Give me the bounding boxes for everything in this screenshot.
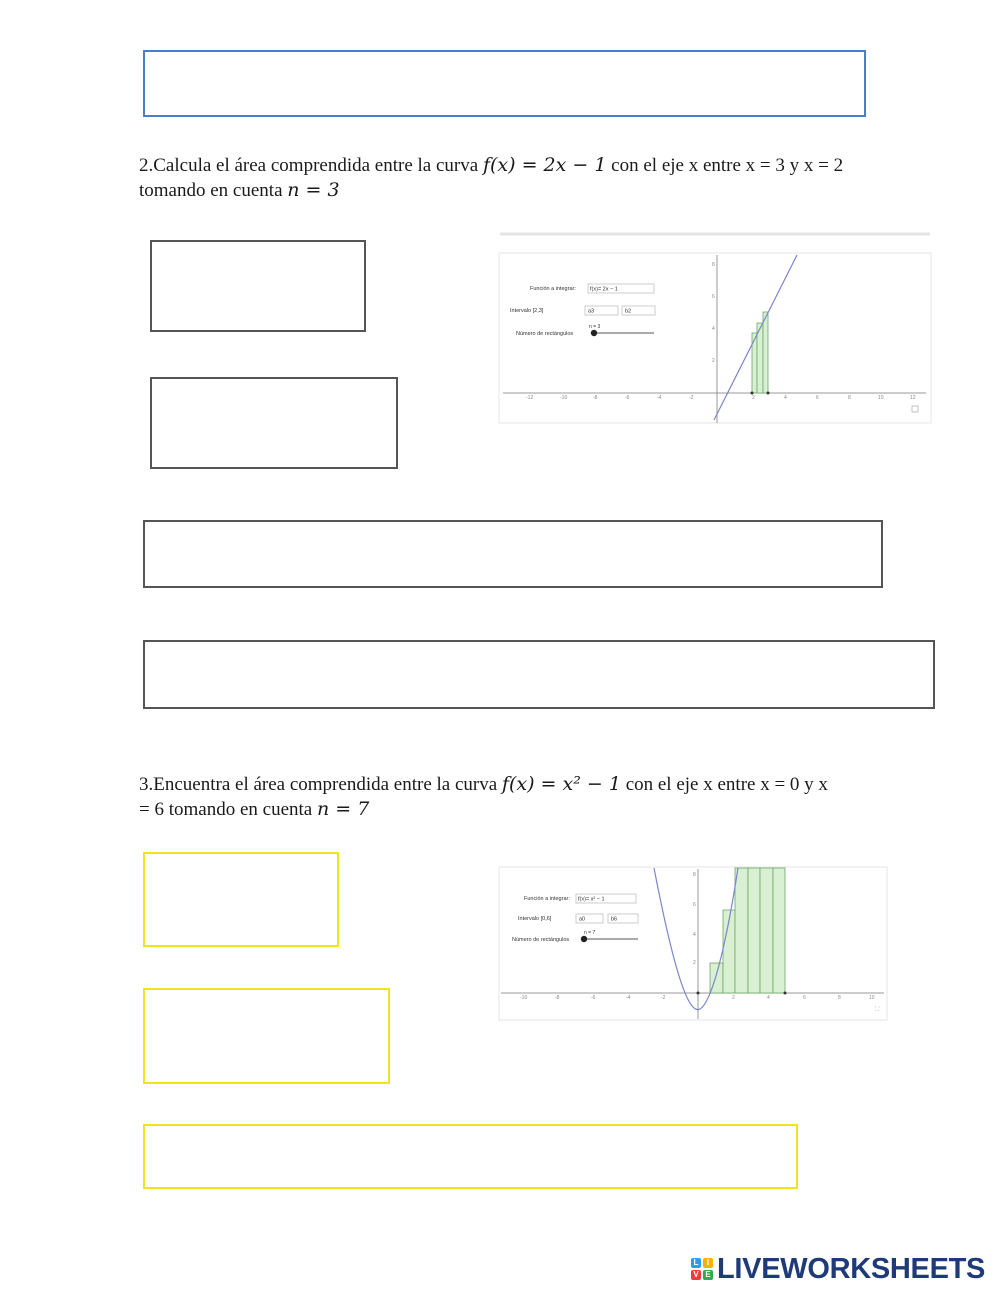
answer-box-top[interactable] [143, 50, 866, 117]
svg-text:-4: -4 [626, 995, 631, 1001]
geogebra-graph-q3 [498, 866, 888, 1021]
answer-box-q3-2[interactable] [143, 988, 390, 1084]
question-3-formula: f(x) = x² − 1 [501, 773, 621, 795]
svg-text:4: 4 [767, 995, 770, 1001]
svg-text:2: 2 [712, 358, 715, 364]
answer-box-q2-2[interactable] [150, 377, 398, 469]
svg-text:b2: b2 [625, 308, 632, 315]
svg-text:8: 8 [848, 395, 851, 401]
liveworksheets-logo [690, 1253, 985, 1285]
func-label: Función a integrar: [524, 896, 570, 902]
svg-text:12: 12 [910, 395, 916, 401]
question-2-line-1: 2.Calcula el área comprendida entre la curva f(x) = 2x − 1 con el eje x entre x = 3 y x = 2 [139, 154, 844, 176]
n-slider-handle[interactable] [591, 330, 597, 336]
interval-label: Intervalo [2,3] [510, 308, 544, 314]
riemann-rect [735, 868, 748, 993]
svg-text:-10: -10 [520, 995, 528, 1001]
answer-box-q2-4[interactable] [143, 640, 935, 709]
svg-text:f(x)= 2x − 1: f(x)= 2x − 1 [590, 286, 618, 293]
riemann-rect [763, 312, 768, 393]
svg-text:8: 8 [712, 262, 715, 268]
svg-text:2: 2 [732, 995, 735, 1001]
svg-text:-6: -6 [591, 995, 596, 1001]
answer-box-q2-1[interactable] [150, 240, 366, 332]
question-3-line-1: 3.Encuentra el área comprendida entre la curva f(x) = x² − 1 con el eje x entre x = 0 y x [139, 773, 828, 795]
n-label: n = 7 [584, 930, 596, 936]
svg-text:-2: -2 [689, 395, 694, 401]
svg-text:8: 8 [838, 995, 841, 1001]
svg-text:4: 4 [784, 395, 787, 401]
svg-text:-4: -4 [657, 395, 662, 401]
svg-text:a0: a0 [579, 916, 586, 923]
riemann-rect [748, 868, 760, 993]
svg-text:-6: -6 [625, 395, 630, 401]
svg-text:b6: b6 [611, 916, 618, 923]
rect-label: Número de rectángulos [512, 937, 570, 943]
n-label: n = 3 [589, 324, 601, 330]
answer-box-q3-1[interactable] [143, 852, 339, 947]
svg-text:4: 4 [693, 932, 696, 938]
question-3-n: n = 7 [316, 798, 370, 820]
svg-text:6: 6 [803, 995, 806, 1001]
svg-text:8: 8 [693, 872, 696, 878]
svg-text:a3: a3 [588, 308, 595, 315]
logo-text: LIVEWORKSHEETS [717, 1253, 986, 1285]
svg-text:6: 6 [693, 902, 696, 908]
graph-q2-svg [498, 220, 932, 425]
fullscreen-icon[interactable]: ⛶ [875, 1007, 880, 1013]
riemann-rect [760, 868, 773, 993]
question-2-formula: f(x) = 2x − 1 [482, 154, 607, 176]
interval-label: Intervalo [0,6] [518, 916, 552, 922]
svg-text:2: 2 [693, 960, 696, 966]
svg-text:6: 6 [816, 395, 819, 401]
svg-text:10: 10 [878, 395, 884, 401]
svg-text:-8: -8 [555, 995, 560, 1001]
n-slider-handle[interactable] [581, 936, 587, 942]
svg-text:10: 10 [869, 995, 875, 1001]
answer-box-q2-3[interactable] [143, 520, 883, 588]
question-2-n: n = 3 [287, 179, 340, 201]
svg-text:-12: -12 [526, 395, 534, 401]
svg-text:6: 6 [712, 294, 715, 300]
riemann-rect [773, 868, 785, 993]
svg-text:2: 2 [752, 395, 755, 401]
svg-text:-8: -8 [593, 395, 598, 401]
svg-text:-10: -10 [560, 395, 568, 401]
rect-label: Número de rectángulos [516, 331, 574, 337]
svg-text:f(x)= x² − 1: f(x)= x² − 1 [578, 896, 605, 903]
question-2-line-2: tomando en cuenta n = 3 [139, 179, 340, 201]
logo-mark-icon: L I V E [690, 1257, 714, 1281]
svg-text:-2: -2 [661, 995, 666, 1001]
svg-text:4: 4 [712, 326, 715, 332]
answer-box-q3-3[interactable] [143, 1124, 798, 1189]
graph-q3-svg [498, 866, 888, 1021]
question-3-line-2: = 6 tomando en cuenta n = 7 [139, 798, 370, 820]
geogebra-graph-q2 [498, 220, 932, 425]
func-label: Función a integrar: [530, 286, 576, 292]
